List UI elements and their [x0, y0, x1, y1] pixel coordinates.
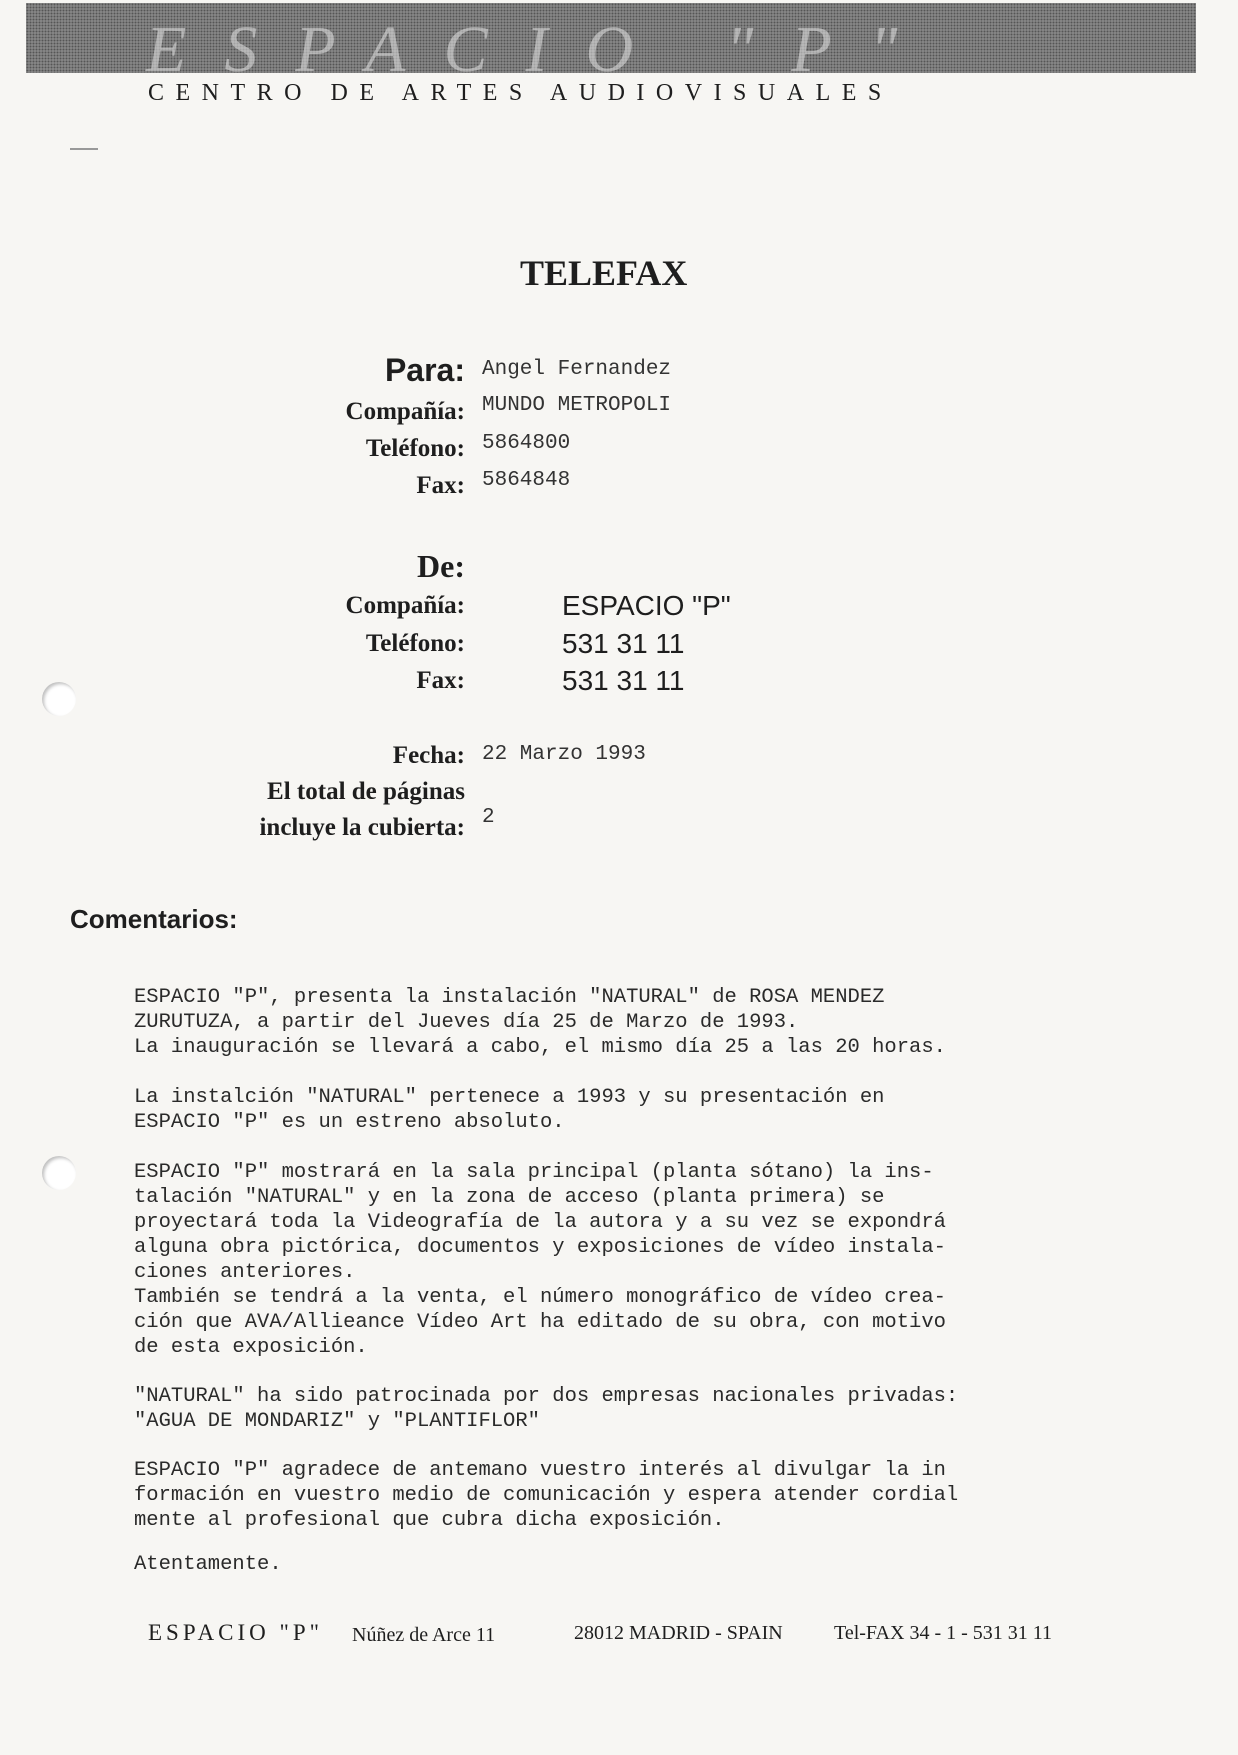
comment-paragraph-5: ESPACIO "P" agradece de antemano vuestro interés al divulgar la in formación en vuestro medio de comunicación y espera atender cordial mente al profesional que cubra dicha exposición. [134, 1459, 959, 1532]
pages-value: 2 [482, 806, 495, 829]
para-company: MUNDO METROPOLI [482, 394, 672, 417]
para-heading: Para: [384, 352, 465, 388]
comment-paragraph-3: ESPACIO "P" mostrará en la sala principal (planta sótano) la ins- talación "NATURAL" y en la zona de acceso (planta primera) se proyectará toda la Videografía de la autora y a su vez se expondrá alguna obra pictórica, documentos y exposiciones de vídeo instala- ciones anteriores. También se tendrá a la venta, el número monográfico de vídeo crea- ción que AVA/Allieance Vídeo Art ha editado de su obra, con motivo de esta exposición. [134, 1161, 946, 1359]
comment-paragraph-2: La instalción "NATURAL" pertenece a 1993 y su presentación en ESPACIO "P" es un estreno absoluto. [134, 1086, 885, 1134]
banner-logo-text: ESPACIO "P" [146, 13, 936, 86]
para-phone-label: Teléfono: [365, 435, 465, 462]
footer-city: 28012 MADRID - SPAIN [574, 1622, 783, 1644]
para-phone: 5864800 [482, 432, 571, 455]
de-fax-label: Fax: [416, 667, 465, 694]
comments-heading: Comentarios: [70, 904, 238, 934]
para-company-label: Compañía: [345, 398, 465, 425]
header-banner [26, 3, 1196, 86]
comment-closing: Atentamente. [134, 1553, 282, 1576]
page-title: TELEFAX [520, 253, 688, 293]
pages-label-line1: El total de páginas [267, 778, 465, 805]
para-name: Angel Fernandez [482, 358, 672, 381]
footer-name: ESPACIO "P" [148, 1620, 324, 1645]
footer-address: Núñez de Arce 11 [352, 1624, 496, 1646]
de-company: ESPACIO "P" [562, 590, 731, 621]
de-company-label: Compañía: [345, 592, 465, 619]
footer-telfax: Tel-FAX 34 - 1 - 531 31 11 [834, 1622, 1053, 1644]
pages-label-line2: incluye la cubierta: [259, 814, 465, 841]
date-label: Fecha: [392, 742, 465, 769]
date-value: 22 Marzo 1993 [482, 743, 646, 766]
de-phone: 531 31 11 [562, 628, 685, 659]
para-fax: 5864848 [482, 469, 571, 492]
punch-hole [42, 682, 76, 716]
comment-paragraph-1: ESPACIO "P", presenta la instalación "NATURAL" de ROSA MENDEZ ZURUTUZA, a partir del Jueves día 25 de Marzo de 1993. La inauguración se llevará a cabo, el mismo día 25 a las 20 horas. [134, 986, 946, 1059]
punch-hole [42, 1156, 76, 1190]
margin-mark [70, 148, 98, 150]
comment-paragraph-4: "NATURAL" ha sido patrocinada por dos empresas nacionales privadas: "AGUA DE MONDARIZ" y "PLANTIFLOR" [134, 1385, 959, 1433]
de-fax: 531 31 11 [562, 665, 685, 696]
header-subtitle: CENTRO DE ARTES AUDIOVISUALES [148, 80, 893, 106]
de-phone-label: Teléfono: [365, 630, 465, 657]
de-heading: De: [417, 548, 465, 584]
para-fax-label: Fax: [416, 472, 465, 499]
